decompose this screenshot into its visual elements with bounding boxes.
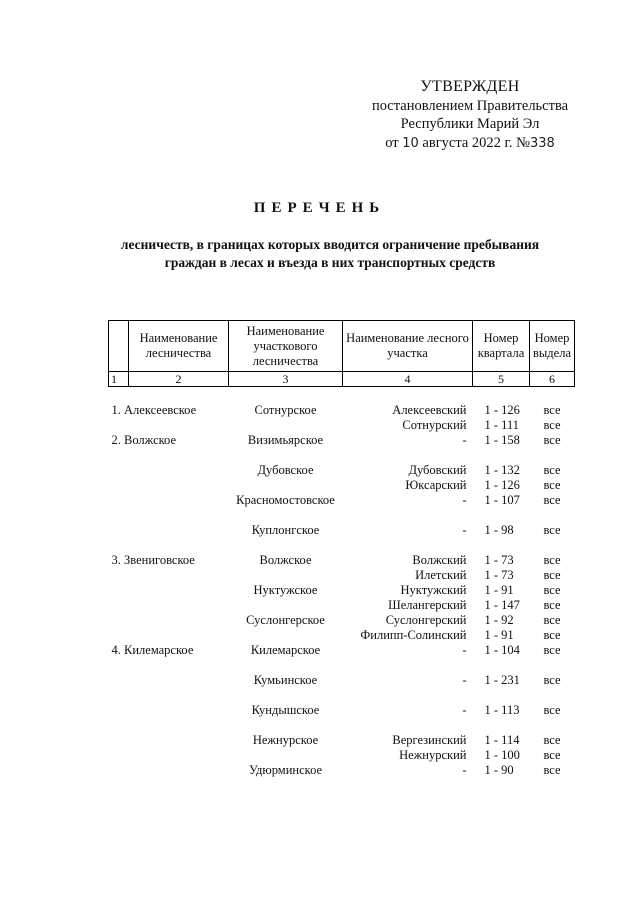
cell-line: - xyxy=(462,433,467,447)
cell-line xyxy=(112,598,227,613)
cell-line: все xyxy=(543,673,561,687)
cell-line xyxy=(112,463,227,478)
cell-plot xyxy=(343,523,473,553)
cell-line xyxy=(112,613,227,628)
table-row xyxy=(109,763,575,793)
header-blank xyxy=(109,321,129,372)
col-num: 2 xyxy=(129,372,229,387)
col-num: 4 xyxy=(343,372,473,387)
cell-forestry xyxy=(109,673,229,703)
cell-section xyxy=(530,613,575,643)
cell-section xyxy=(530,763,575,793)
cell-line xyxy=(112,523,227,538)
header-forestry: Наименование лесничества xyxy=(129,321,229,372)
cell-section xyxy=(530,463,575,493)
cell-section xyxy=(530,673,575,703)
cell-line: Кумьинское xyxy=(253,673,318,687)
cell-district xyxy=(229,553,343,583)
cell-district xyxy=(229,703,343,733)
cell-line: Нежнурский xyxy=(399,748,467,762)
cell-plot xyxy=(343,733,473,763)
cell-line: Волжское xyxy=(259,553,312,567)
table-row xyxy=(109,673,575,703)
cell-line: все xyxy=(543,613,561,627)
cell-forestry xyxy=(109,553,229,583)
cell-line: все xyxy=(543,418,561,432)
cell-section xyxy=(530,523,575,553)
approval-line-2: постановлением Правительства xyxy=(371,97,569,114)
cell-line: Сотнурское xyxy=(254,403,317,417)
cell-line xyxy=(112,703,227,718)
forestry-table xyxy=(108,320,575,793)
cell-district xyxy=(229,613,343,643)
header-quarter: Номер квартала xyxy=(473,321,530,372)
cell-district xyxy=(229,433,343,463)
cell-line: 1 - 73 xyxy=(484,553,514,567)
col-num: 3 xyxy=(229,372,343,387)
cell-line: Сотнурский xyxy=(402,418,467,432)
cell-line xyxy=(112,763,227,778)
cell-line: Вергезинский xyxy=(392,733,467,747)
cell-district xyxy=(229,463,343,493)
cell-line: Филипп-Солинский xyxy=(360,628,467,642)
cell-line xyxy=(112,568,227,583)
cell-plot xyxy=(343,763,473,793)
table-row xyxy=(109,553,575,583)
column-number-row xyxy=(109,372,575,387)
cell-plot xyxy=(343,613,473,643)
cell-section xyxy=(530,583,575,613)
cell-line xyxy=(231,748,341,763)
cell-district xyxy=(229,733,343,763)
cell-line: все xyxy=(543,628,561,642)
cell-line: Суслонгерский xyxy=(385,613,467,627)
cell-line: 2. Волжское xyxy=(111,433,177,447)
cell-line: все xyxy=(543,748,561,762)
table-row xyxy=(109,613,575,643)
cell-line: Килемарское xyxy=(250,643,321,657)
header-section: Номер выдела xyxy=(530,321,575,372)
header-row xyxy=(109,321,575,372)
date-prefix: от xyxy=(385,134,399,151)
table-row xyxy=(109,583,575,613)
cell-district xyxy=(229,643,343,673)
cell-section xyxy=(530,553,575,583)
cell-line: все xyxy=(543,763,561,777)
cell-line: Дубовское xyxy=(257,463,314,477)
cell-quarter xyxy=(473,733,530,763)
cell-line xyxy=(112,418,227,433)
cell-line: все xyxy=(543,733,561,747)
approval-date xyxy=(340,134,600,154)
table-row xyxy=(109,433,575,463)
table-row xyxy=(109,493,575,523)
cell-forestry xyxy=(109,433,229,463)
table-body xyxy=(109,403,575,793)
cell-quarter xyxy=(473,583,530,613)
cell-district xyxy=(229,763,343,793)
col-num: 6 xyxy=(530,372,575,387)
cell-line: - xyxy=(462,673,467,687)
subtitle-line-1: лесничеств, в границах которых вводится ограничение пребывания xyxy=(120,237,540,252)
date-rest: августа 2022 г. № xyxy=(422,134,530,151)
cell-line: 1 - 147 xyxy=(484,598,520,612)
cell-section xyxy=(530,703,575,733)
cell-quarter xyxy=(473,553,530,583)
document-subtitle xyxy=(100,236,560,272)
table-row xyxy=(109,643,575,673)
cell-section xyxy=(530,493,575,523)
cell-line: 1 - 113 xyxy=(484,703,520,717)
cell-line: Нуктужский xyxy=(400,583,467,597)
cell-quarter xyxy=(473,403,530,433)
cell-line: 1 - 90 xyxy=(484,763,514,777)
cell-quarter xyxy=(473,613,530,643)
subtitle-line-2: граждан в лесах и въезда в них транспортных средств xyxy=(164,255,496,270)
cell-line: - xyxy=(462,493,467,507)
cell-line xyxy=(112,628,227,643)
cell-forestry xyxy=(109,733,229,763)
cell-plot xyxy=(343,463,473,493)
cell-line: Куплонгское xyxy=(251,523,320,537)
cell-line: 1 - 114 xyxy=(484,733,520,747)
cell-quarter xyxy=(473,703,530,733)
cell-line xyxy=(112,493,227,508)
cell-quarter xyxy=(473,493,530,523)
table-row xyxy=(109,403,575,433)
cell-line: Кундышское xyxy=(251,703,320,717)
table-row xyxy=(109,703,575,733)
cell-plot xyxy=(343,493,473,523)
cell-line xyxy=(231,568,341,583)
decree-number: 338 xyxy=(529,135,555,151)
col-num: 1 xyxy=(109,372,129,387)
cell-plot xyxy=(343,403,473,433)
cell-line: - xyxy=(462,703,467,717)
cell-district xyxy=(229,583,343,613)
cell-line: все xyxy=(543,643,561,657)
cell-forestry xyxy=(109,763,229,793)
cell-line: - xyxy=(462,763,467,777)
cell-line: 1 - 98 xyxy=(484,523,514,537)
header-district: Наименование участкового лесничества xyxy=(229,321,343,372)
cell-line: 1 - 104 xyxy=(484,643,520,657)
cell-line: 1 - 231 xyxy=(484,673,520,687)
cell-line: Илетский xyxy=(415,568,467,582)
cell-forestry xyxy=(109,523,229,553)
cell-line: 1 - 107 xyxy=(484,493,520,507)
cell-line: все xyxy=(543,553,561,567)
table-row xyxy=(109,733,575,763)
cell-plot xyxy=(343,583,473,613)
cell-line xyxy=(112,733,227,748)
cell-line xyxy=(231,418,341,433)
cell-line: все xyxy=(543,478,561,492)
cell-forestry xyxy=(109,463,229,493)
cell-line: Суслонгерское xyxy=(246,613,325,627)
cell-line: Удюрминское xyxy=(248,763,323,777)
cell-line: Нуктужское xyxy=(253,583,318,597)
cell-quarter xyxy=(473,523,530,553)
cell-forestry xyxy=(109,643,229,673)
cell-district xyxy=(229,673,343,703)
cell-line: все xyxy=(543,403,561,417)
cell-section xyxy=(530,643,575,673)
cell-line: все xyxy=(543,523,561,537)
cell-line: 1. Алексеевское xyxy=(111,403,197,417)
cell-section xyxy=(530,403,575,433)
cell-line xyxy=(112,673,227,688)
cell-line xyxy=(112,478,227,493)
cell-line xyxy=(112,583,227,598)
cell-line: 4. Килемарское xyxy=(111,643,194,657)
cell-district xyxy=(229,403,343,433)
cell-line: все xyxy=(543,583,561,597)
cell-line: Шелангерский xyxy=(388,598,467,612)
cell-forestry xyxy=(109,493,229,523)
cell-plot xyxy=(343,673,473,703)
cell-line: Нежнурское xyxy=(252,733,319,747)
cell-line: 1 - 126 xyxy=(484,478,520,492)
cell-line: Юксарский xyxy=(405,478,467,492)
cell-section xyxy=(530,733,575,763)
cell-line: 1 - 158 xyxy=(484,433,520,447)
date-day: 10 xyxy=(402,135,419,151)
table-row xyxy=(109,523,575,553)
col-num: 5 xyxy=(473,372,530,387)
cell-line: все xyxy=(543,598,561,612)
cell-line xyxy=(231,598,341,613)
cell-line: Алексеевский xyxy=(392,403,467,417)
cell-quarter xyxy=(473,763,530,793)
cell-line: все xyxy=(543,493,561,507)
cell-line: Визимьярское xyxy=(247,433,324,447)
cell-line: 1 - 91 xyxy=(484,583,514,597)
cell-forestry xyxy=(109,583,229,613)
cell-quarter xyxy=(473,643,530,673)
cell-line: - xyxy=(462,523,467,537)
cell-quarter xyxy=(473,433,530,463)
cell-line: 1 - 111 xyxy=(484,418,519,432)
cell-line xyxy=(231,478,341,493)
approval-line-3: Республики Марий Эл xyxy=(400,116,540,132)
cell-line: Красномостовское xyxy=(236,493,335,507)
cell-line: 1 - 91 xyxy=(484,628,514,642)
cell-line xyxy=(231,628,341,643)
cell-line: Дубовский xyxy=(408,463,467,477)
cell-line xyxy=(112,748,227,763)
document-title: ПЕРЕЧЕНЬ xyxy=(253,200,386,216)
cell-line: все xyxy=(543,433,561,447)
cell-district xyxy=(229,493,343,523)
cell-section xyxy=(530,433,575,463)
cell-quarter xyxy=(473,673,530,703)
cell-line: 1 - 132 xyxy=(484,463,520,477)
cell-line: 1 - 92 xyxy=(484,613,514,627)
cell-quarter xyxy=(473,463,530,493)
cell-line: 1 - 100 xyxy=(484,748,520,762)
approval-stamp xyxy=(340,78,600,153)
cell-line: все xyxy=(543,463,561,477)
cell-forestry xyxy=(109,613,229,643)
cell-forestry xyxy=(109,403,229,433)
cell-plot xyxy=(343,703,473,733)
approval-heading: УТВЕРЖДЕН xyxy=(420,78,520,95)
cell-forestry xyxy=(109,703,229,733)
cell-line: 1 - 126 xyxy=(484,403,520,417)
cell-plot xyxy=(343,643,473,673)
cell-plot xyxy=(343,553,473,583)
cell-line: - xyxy=(462,643,467,657)
cell-line: все xyxy=(543,703,561,717)
cell-line: 3. Звениговское xyxy=(111,553,195,567)
header-plot: Наименование лесного участка xyxy=(343,321,473,372)
cell-line: Волжский xyxy=(412,553,467,567)
table-row xyxy=(109,463,575,493)
cell-line: все xyxy=(543,568,561,582)
cell-district xyxy=(229,523,343,553)
cell-line: 1 - 73 xyxy=(484,568,514,582)
cell-plot xyxy=(343,433,473,463)
